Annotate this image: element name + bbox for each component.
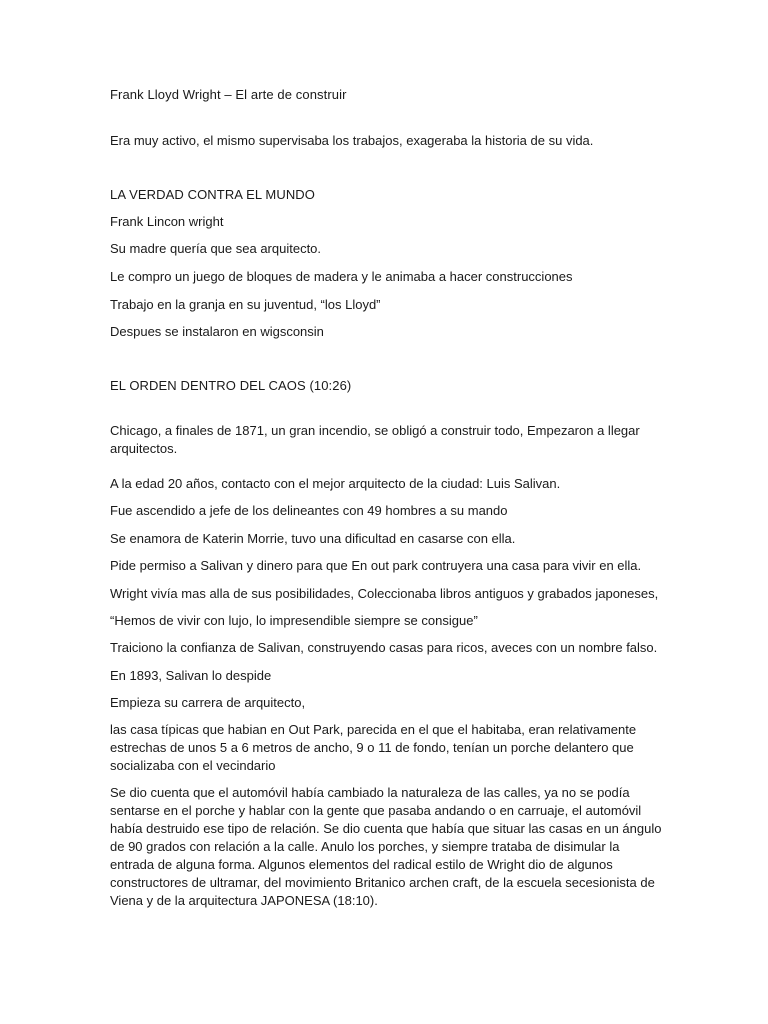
section1-line: Frank Lincon wright: [110, 214, 224, 229]
section2-paragraph: Traiciono la confianza de Salivan, construyendo casas para ricos, aveces con un nombre falso.: [110, 640, 658, 655]
section-heading-verdad: LA VERDAD CONTRA EL MUNDO: [110, 187, 316, 202]
section2-paragraph: Pide permiso a Salivan y dinero para que En out park contruyera una casa para vivir en ella.: [110, 558, 642, 573]
section2-paragraph: Wright vivía mas alla de sus posibilidades, Coleccionaba libros antiguos y grabados japoneses,: [110, 586, 659, 601]
section2-paragraph: A la edad 20 años, contacto con el mejor arquitecto de la ciudad: Luis Salivan.: [110, 476, 561, 491]
section2-paragraph: las casa típicas que habian en Out Park, parecida en el que el habitaba, eran relativamente estrechas de unos 5 a 6 metros de ancho, 9 o 11 de fondo, tenían un porche delantero que socializaba con el vecindario: [110, 722, 637, 773]
section-heading-orden: EL ORDEN DENTRO DEL CAOS (10:26): [110, 378, 352, 393]
section2-paragraph: Se enamora de Katerin Morrie, tuvo una dificultad en casarse con ella.: [110, 531, 516, 546]
section2-paragraph: Se dio cuenta que el automóvil había cambiado la naturaleza de las calles, ya no se podía sentarse en el porche y hablar con la gente que pasaba andando o en carruaje, el automóvil había destruido ese tipo de relación. Se dio cuenta que había que situar las casas en un ángulo de 90 grados con relación a la calle. Anulo los porches, y siempre trataba de disimular la entrada de alguna forma. Algunos elementos del radical estilo de Wright dio de algunos constructores de ultramar, del movimiento Britanico archen craft, de la escuela secesionista de Viena y de la arquitectura JAPONESA (18:10).: [110, 785, 662, 908]
section2-paragraph: En 1893, Salivan lo despide: [110, 668, 272, 683]
intro-paragraph: Era muy activo, el mismo supervisaba los trabajos, exageraba la historia de su vida.: [110, 133, 594, 148]
section2-paragraph: “Hemos de vivir con lujo, lo impresendible siempre se consigue”: [110, 613, 478, 628]
section2-paragraph: Chicago, a finales de 1871, un gran incendio, se obligó a construir todo, Empezaron a llegar arquitectos.: [110, 423, 640, 456]
section1-line: Despues se instalaron en wigsconsin: [110, 324, 324, 339]
section1-line: Le compro un juego de bloques de madera y le animaba a hacer construcciones: [110, 269, 573, 284]
document-title: Frank Lloyd Wright – El arte de construir: [110, 87, 347, 102]
section2-paragraph: Empieza su carrera de arquitecto,: [110, 695, 306, 710]
section1-line: Su madre quería que sea arquitecto.: [110, 241, 322, 256]
section1-line: Trabajo en la granja en su juventud, “los Lloyd”: [110, 297, 381, 312]
section2-paragraph: Fue ascendido a jefe de los delineantes con 49 hombres a su mando: [110, 503, 508, 518]
